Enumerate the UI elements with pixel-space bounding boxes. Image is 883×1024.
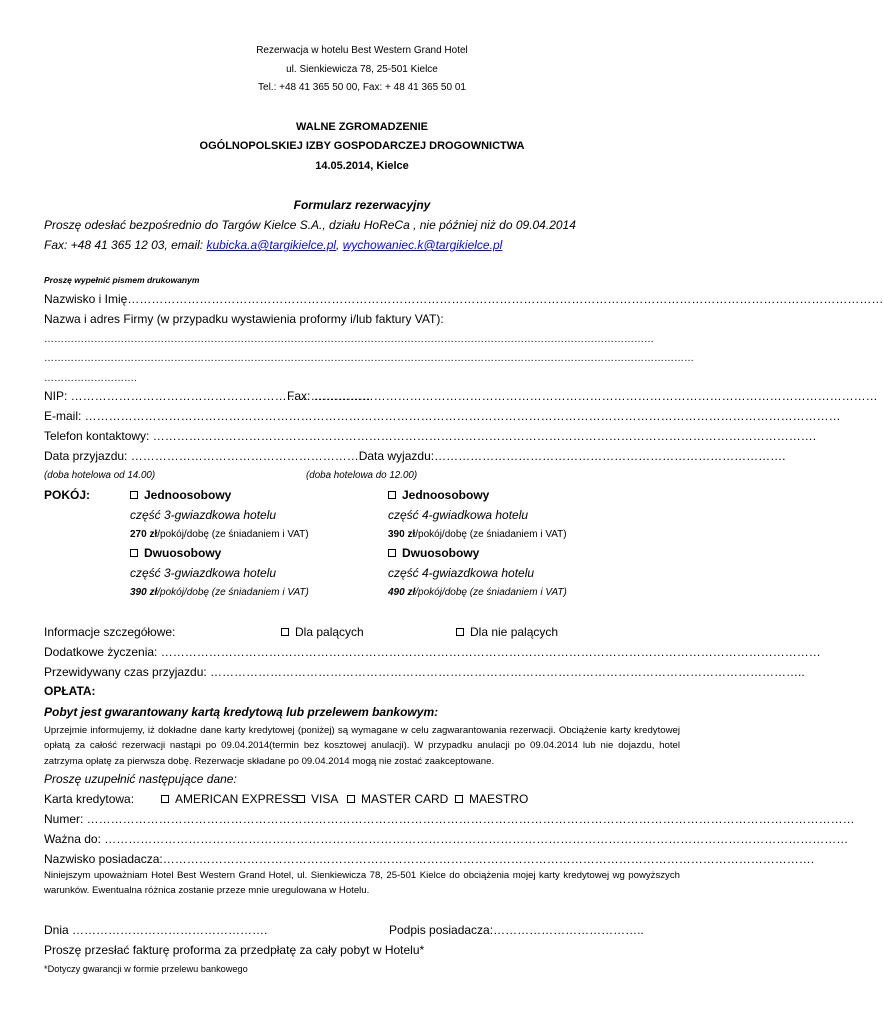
smoking-option[interactable] — [281, 626, 364, 639]
room-single-3star-price — [130, 529, 309, 540]
name-field[interactable]: Nazwisko i Imię……………………………………………………………………………………………………………………………………………………………………… — [44, 292, 883, 306]
company-field-line-1[interactable]: ………………………………………………………………………………………………………………………………………………………………… — [44, 334, 654, 345]
card-amex-option[interactable] — [161, 793, 298, 806]
payment-guarantee: Pobyt jest gwarantowany kartą kredytową lub przelewem bankowym: — [44, 705, 439, 719]
event-organizer: OGÓLNOPOLSKIEJ IZBY GOSPODARCZEJ DROGOWNICTWA — [199, 140, 525, 152]
checkbox-icon[interactable] — [388, 549, 396, 557]
checkbox-icon[interactable] — [281, 628, 289, 636]
checkbox-icon[interactable] — [130, 491, 138, 499]
price-suffix: /pokój/dobę (ze śniadaniem i VAT) — [415, 529, 567, 540]
card-holder-field[interactable]: Nazwisko posiadacza:………………………………………………………………………………………………………………………………………………. — [44, 852, 815, 866]
hotel-name: Rezerwacja w hotelu Best Western Grand Hotel — [256, 45, 468, 56]
room-label: POKÓJ: — [44, 488, 91, 502]
checkin-note: (doba hotelowa od 14.00) — [44, 470, 156, 481]
room-single-3star-option[interactable] — [130, 489, 231, 502]
room-double-4star-option[interactable] — [388, 547, 479, 560]
room-single-4star-desc: część 4-gwiadkowa hotelu — [388, 508, 529, 522]
checkbox-icon[interactable] — [456, 628, 464, 636]
event-title: WALNE ZGROMADZENIE — [296, 121, 428, 133]
room-single-4star-label: Jednoosobowy — [402, 488, 490, 502]
checkbox-icon[interactable] — [388, 491, 396, 499]
company-field-line-2[interactable]: …………………………………………………………………………………………………………………………………………………………………………… — [44, 353, 694, 364]
room-single-4star-price — [388, 529, 567, 540]
price-value: 390 zł — [388, 529, 416, 540]
email-field[interactable]: E-mail: ……………………………………………………………………………………………………………………………………………………………………… — [44, 409, 841, 423]
payment-label: OPŁATA: — [44, 684, 96, 698]
room-double-4star-desc: część 4-gwiazdkowa hotelu — [388, 566, 535, 580]
card-mastercard-label: MASTER CARD — [361, 792, 449, 806]
wishes-field[interactable]: Dodatkowe życzenia: ………………………………………………………………………………………………………………………………………………… — [44, 645, 821, 659]
card-number-field[interactable]: Numer: ………………………………………………………………………………………………………………………………………………………………………… — [44, 812, 855, 826]
card-maestro-option[interactable] — [455, 793, 528, 806]
fill-request: Proszę uzupełnić następujące dane: — [44, 772, 237, 786]
checkbox-icon[interactable] — [161, 795, 169, 803]
room-double-4star-price — [388, 587, 567, 598]
form-title: Formularz rezerwacyjny — [293, 198, 431, 212]
fax-email-line — [44, 239, 502, 252]
card-label: Karta kredytowa: — [44, 792, 135, 806]
card-visa-label: VISA — [311, 792, 339, 806]
price-value: 490 zł — [388, 587, 416, 598]
card-mastercard-option[interactable] — [347, 793, 448, 806]
hotel-address: ul. Sienkiewicza 78, 25-501 Kielce — [286, 64, 438, 75]
email-separator: , — [336, 238, 343, 252]
checkout-note: (doba hotelowa do 12.00) — [306, 470, 418, 481]
checkbox-icon[interactable] — [297, 795, 305, 803]
price-suffix: /pokój/dobę (ze śniadaniem i VAT) — [157, 587, 309, 598]
nonsmoking-option[interactable] — [456, 626, 558, 639]
card-maestro-label: MAESTRO — [469, 792, 529, 806]
card-visa-option[interactable] — [297, 793, 338, 806]
price-suffix: /pokój/dobę (ze śniadaniem i VAT) — [157, 529, 309, 540]
checkbox-icon[interactable] — [455, 795, 463, 803]
room-single-4star-option[interactable] — [388, 489, 489, 502]
event-date: 14.05.2014, Kielce — [315, 160, 409, 172]
details-label: Informacje szczegółowe: — [44, 625, 176, 639]
fax-field[interactable]: Fax: …………………………………………………………………………………………………………………………… — [287, 389, 878, 403]
room-double-3star-desc: część 3-gwiazdkowa hotelu — [130, 566, 277, 580]
room-double-4star-label: Dwuosobowy — [402, 546, 480, 560]
card-amex-label: AMERICAN EXPRESS — [175, 792, 299, 806]
fax-number: Fax: +48 41 365 12 03, email: — [44, 238, 207, 252]
payment-info: Uprzejmie informujemy, iż dokładne dane karty kredytowej (poniżej) są wymagane w celu zagwarantowania rezerwacji. Obciążenie karty kredytowej opłatą za całość rezerwacji nastąpi po 09.04.2014(termin bez kosztowej anulacji). W przypadku anulacji po 09.04.2014 lub nie dojazdu, hotel zatrzyma opłatę za pierwsza dobę. Rezerwacje składane po 09.04.2014 mogą nie zostać zaakceptowane. — [44, 725, 680, 767]
nip-field[interactable]: NIP: ………………………………………………………………… — [44, 389, 371, 403]
room-single-3star-desc: część 3-gwiazdkowa hotelu — [130, 508, 277, 522]
price-value: 270 zł — [130, 529, 158, 540]
proforma-request: Proszę przesłać fakturę proforma za przedpłatę za cały pobyt w Hotelu* — [44, 943, 425, 957]
print-note: Proszę wypełnić pismem drukowanym — [44, 275, 200, 285]
dates-field[interactable]: Data przyjazdu: …………………………………………………Data wyjazdu:……………………………………………………………………………. — [44, 449, 786, 463]
authorization-text: Niniejszym upoważniam Hotel Best Western Grand Hotel, ul. Sienkiewicza 78, 25-501 Kielce do obciążenia mojej karty kredytowej wg powyższych warunków. Ewentualna różnica zostanie przeze mnie uregulowana w Hotelu. — [44, 870, 680, 897]
send-instructions: Proszę odesłać bezpośrednio do Targów Kielce S.A., działu HoReCa , nie później niż do 09.04.2014 — [44, 218, 576, 232]
room-double-3star-option[interactable] — [130, 547, 221, 560]
email-link-1[interactable]: kubicka.a@targikielce.pl — [206, 238, 337, 252]
checkbox-icon[interactable] — [347, 795, 355, 803]
hotel-contact: Tel.: +48 41 365 50 00, Fax: + 48 41 365 50 01 — [258, 82, 466, 93]
date-field[interactable]: Dnia …………………………………………. — [44, 923, 268, 937]
arrival-time-field[interactable]: Przewidywany czas przyjazdu: ………………………………………………………………………………………………………………………………….. — [44, 665, 805, 679]
phone-field[interactable]: Telefon kontaktowy: …………………………………………………………………………………………………………………………………………………. — [44, 429, 817, 443]
company-label: Nazwa i adres Firmy (w przypadku wystawienia proformy i/lub faktury VAT): — [44, 312, 444, 326]
signature-field[interactable]: Podpis posiadacza:……………………………….. — [389, 923, 644, 937]
card-valid-field[interactable]: Ważna do: …………………………………………………………………………………………………………………………………………………………………… — [44, 832, 849, 846]
footnote: *Dotyczy gwarancji w formie przelewu bankowego — [44, 964, 248, 974]
checkbox-icon[interactable] — [130, 549, 138, 557]
smoking-label: Dla palących — [295, 625, 364, 639]
email-link-2[interactable]: wychowaniec.k@targikielce.pl — [342, 238, 503, 252]
room-single-3star-label: Jednoosobowy — [144, 488, 232, 502]
price-suffix: /pokój/dobę (ze śniadaniem i VAT) — [415, 587, 567, 598]
nonsmoking-label: Dla nie palących — [470, 625, 559, 639]
room-double-3star-label: Dwuosobowy — [144, 546, 222, 560]
price-value: 390 zł — [130, 587, 158, 598]
company-field-line-3[interactable]: ………………………. — [44, 373, 137, 384]
room-double-3star-price — [130, 587, 309, 598]
